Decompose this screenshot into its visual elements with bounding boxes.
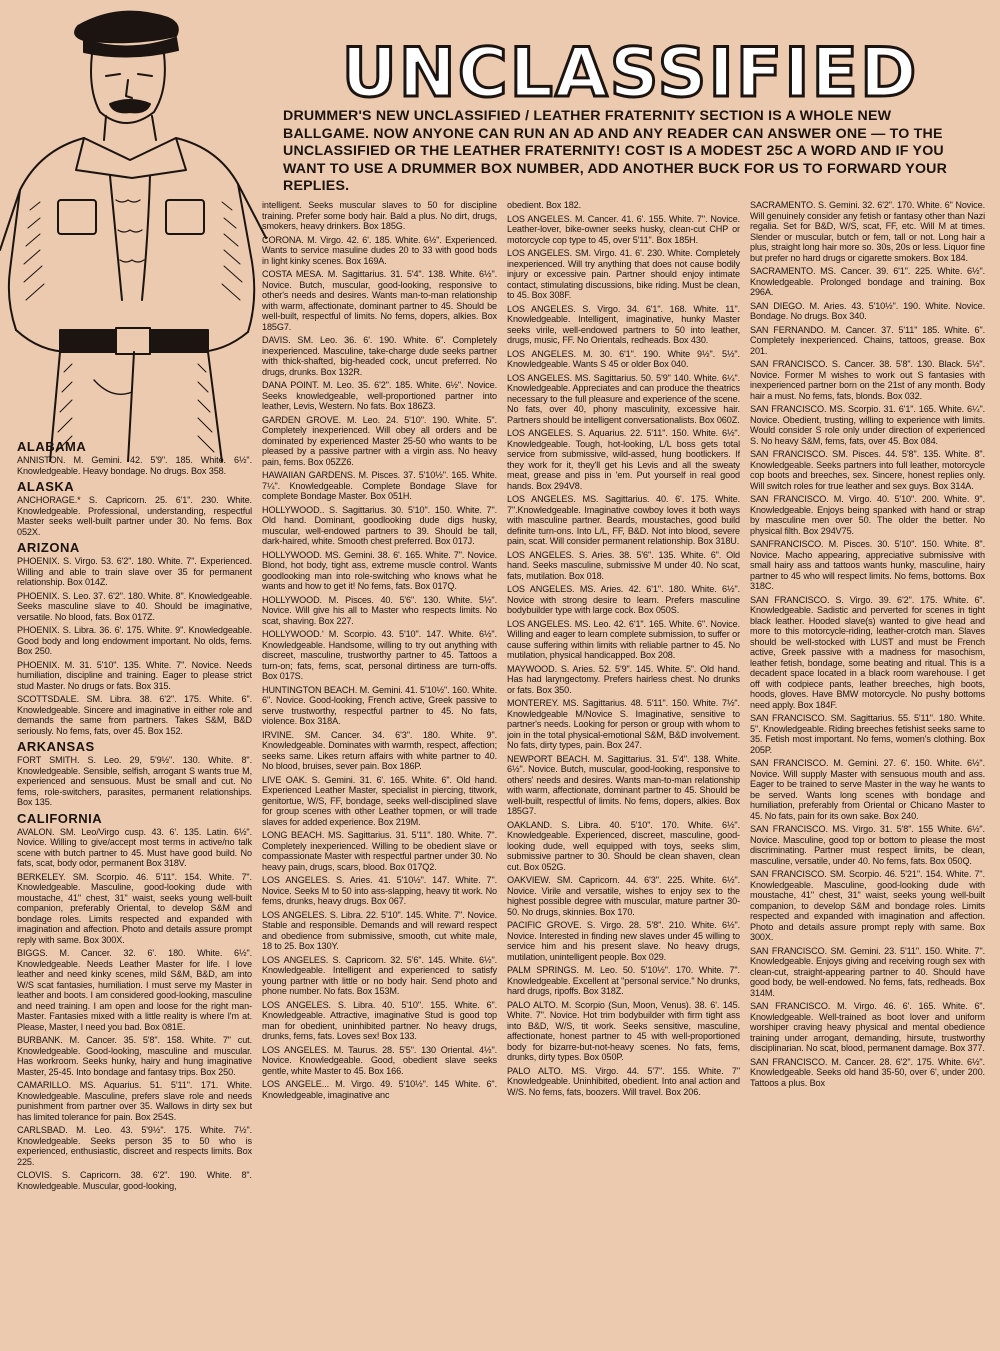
classified-ad: OAKVIEW. SM. Capricorn. 44. 6'3". 225. White. 6½". Novice. Virile and versatile, wishes to enjoy sex to the highest possible degree with muscular, mature partner 30-50. No drugs, skinnies. Box 170. — [507, 875, 740, 917]
classified-ad: LOS ANGELES. MS. Sagittarius. 40. 6'. 175. White. 7".Knowledgeable. Imaginative cowboy loves it both ways with masculine partner. Beards, moustaches, good build definite turn-ons. Into L/L, FF, B&D. Not into blood, severe pain, scat. Will consider permanent relationship. Box 318U. — [507, 494, 740, 546]
classified-ad: SANFRANCISCO. M. Pisces. 30. 5'10". 150. White. 8". Novice. Macho appearing, appreciative submissive with small hairy ass and tattoos wants hunky, masculine, hairy partner to 45 who will respect limits. No fems, bottoms. Box 318C. — [750, 539, 985, 591]
classified-ad: LOS ANGELES. M. Cancer. 41. 6'. 155. White. 7". Novice. Leather-lover, bike-owner seeks husky, clean-cut CHP or motorcycle cop type to 45, over 5'11". Box 185H. — [507, 213, 740, 245]
classified-ad: LOS ANGELES. S. Aries. 38. 5'6". 135. White. 6". Old hand. Seeks masculine, submissive M under 40. No scat, fats, mutilation. Box 018. — [507, 549, 740, 581]
classified-ad: LOS ANGELES. S. Capricorn. 32. 5'6". 145. White. 6½". Knowledgeable. Intelligent and experienced to satisfy young partner with little or no body hair. Send photo and phone number. No fats. Box 153M. — [262, 954, 497, 996]
classified-ad: NEWPORT BEACH. M. Sagittarius. 31. 5'4". 138. White. 6½". Novice. Butch, muscular, good-looking, responsive to others' needs and desires. Wants man-to-man relationship with warm, affectionate, dominant partner to 45. Should be well-built, respectful of limits. No fems, dopers, alkies. Box 185G7. — [507, 753, 740, 816]
classified-ad: LOS ANGELES. MS. Aries. 42. 6'1". 180. White. 6½". Novice with strong desire to learn. Prefers masculine bodybuilder type with large cock. Box 050S. — [507, 584, 740, 615]
classified-ad: LOS ANGELES. S. Libra. 22. 5'10". 145. White. 7". Novice. Stable and responsible. Demands and will reward respect and obedience from submissive, smooth, cut white male, 18 to 25. Box 130Y. — [262, 909, 497, 951]
listings-column-3 — [507, 200, 740, 1346]
classified-ad: BERKELEY. SM. Scorpio. 46. 5'11". 154. White. 7". Knowledgeable. Masculine, good-looking dude with moustache, 41" chest, 31" waist, seeks young well-built companion, preferably Oriental, to develop S&M and bondage roles. Limits respected and expanded with imagination and affection. Photo and details assure prompt reply with same. Box 300X. — [17, 871, 252, 945]
classified-ad: obedient. Box 182. — [507, 200, 582, 210]
classified-ad: HOLLYWOOD. MS. Gemini. 38. 6'. 165. White. 7". Novice. Blond, hot body, tight ass, extreme muscle control. Wants goodlooking man into role-switching who knows what he wants and how to get it! No fems, fats. Box 017Q. — [262, 549, 497, 591]
classified-ad: SAN FRANCISCO. S. Virgo. 39. 6'2". 175. White. 6". Knowledgeable. Sadistic and perverted for scenes in tight black leather. Hooded slave(s) wanted to give head and more to this motorcycle-riding, leather-crotch man. Slaves should be well-stocked with LUST and must be French active, Greek passive with a madness for masochism, leather fetish, bondage, some beating and ritual. This is a decadent space located in a black room warehouse. I get off with codpiece pants, leather breeches, high boots, hoods, gloves. Have BMW motorcycle. No pushy bottoms need apply. Box 184F. — [750, 594, 985, 710]
classified-ad: ANNISTON. M. Gemini. 42. 5'9". 185. White. 6½". Knowledgeable. Heavy bondage. No drugs. Box 358. — [17, 455, 252, 476]
classified-ad: LOS ANGELE... M. Virgo. 49. 5'10½". 145 White. 6". Knowledgeable, imaginative anc — [262, 1079, 497, 1100]
classified-ad: DAVIS. SM. Leo. 36. 6'. 190. White. 6". Completely inexperienced. Masculine, take-charge dude seeks partner with thick-shafted, big-headed cock, uncut preferred. No drugs, drunks. Box 132R. — [262, 335, 497, 377]
state-heading: ARIZONA — [17, 540, 80, 555]
classified-ad: MAYWOOD. S. Aries. 52. 5'9". 145. White. 5". Old hand. Has had laryngectomy. Prefers hairless chest. No drunks or fats. Box 350. — [507, 663, 740, 695]
classified-ad: HOLLYWOOD. M. Pisces. 40. 5'6". 130. White. 5½". Novice. Will give his all to Master who respects limits. No scat, shaving. Box 227. — [262, 594, 497, 626]
state-heading: ALABAMA — [17, 439, 87, 454]
classified-ad: LOS ANGELES. SM. Virgo. 41. 6'. 230. White. Completely inexperienced. Will try anything that does not cause bodily injury or excessive pain. Partner should enjoy intimate contact, stimulating discussions, bike riding. Must be clean, to 45. Box 308F. — [507, 248, 740, 300]
classified-ad: BURBANK. M. Cancer. 35. 5'8". 158. White. 7" cut. Knowledgeable. Good-looking, masculine and muscular. Has workroom. Seeks hunky, hairy and hung imaginative Master, 25-45. Into bondage and fantasy trips. Box 250. — [17, 1035, 252, 1077]
classified-ad: MONTEREY. MS. Sagittarius. 48. 5'11". 150. White. 7½". Knowledgeable M/Novice S. Imaginative, sensitive to partner's needs. Looking for person or group with whom to join in the total physical-emotional S&M, B&D involvement. No fats, dirty types, pain. Box 247. — [507, 698, 740, 750]
classified-ad: CARLSBAD. M. Leo. 43. 5'9½". 175. White. 7½". Knowledgeable. Seeks person 35 to 50 who is experienced, enthusiastic, discreet and respects limits. Box 225. — [17, 1125, 252, 1167]
classified-ad: SAN FRANCISCO. M. Virgo. 46. 6'. 165. White. 6". Knowledgeable. Well-trained as boot lover and uniform worshiper craving heavy physical and mental obedience training under arrogant, demanding, hirsute, trustworthy disciplinarian. No scat, blood, permanent damage. Box 377. — [750, 1001, 985, 1053]
section-title: UNCLASSIFIED — [341, 34, 919, 113]
classified-ad: SACRAMENTO. S. Gemini. 32. 6'2". 170. White. 6" Novice. Will genuinely consider any fetish or fantasy other than Nazi regalia. Set for B&D, W/S, scat, FF, etc. Will M at times. Slender or muscular, butch or fem, tall or not. Long hair a plus, straight long hair more so. 30s, 20s or less. Liquor fine but prefer no hard drugs or cigarette smokers. Box 184. — [750, 200, 985, 263]
classified-ad: SAN FRANCISCO. MS. Scorpio. 31. 6'1". 165. White. 6¼". Novice. Obedient, trusting, willing to experience with limits. Would consider S role only under direction of experienced S. No heavy S&M, fems, fats, over 45. Box 084. — [750, 404, 985, 446]
classified-ad: SAN DIEGO. M. Aries. 43. 5'10½". 190. White. Novice. Bondage. No drugs. Box 340. — [750, 300, 985, 321]
classified-ad: SAN FRANCISCO. S. Cancer. 38. 5'8". 130. Black. 5½". Novice. Former M wishes to work out S fantasies with inexperienced partner born on the 21st of any month. Body hair a must. No fems, fats, blonds. Box 032. — [750, 359, 985, 401]
classified-ad: SAN FRANCISCO. M. Virgo. 40. 5'10". 200. White. 9". Knowledgeable. Enjoys being spanked with hand or strap by masculine men over 50. The older the better. No physical filth. Box 294V75. — [750, 494, 985, 536]
classified-ad: HUNTINGTON BEACH. M. Gemini. 41. 5'10½". 160. White. 6". Novice. Good-looking, French active, Greek passive to serve trustworthy, respectful partner to 45. No fats, violence. Box 318A. — [262, 684, 497, 726]
classified-ad: LOS ANGELES. S. Aries. 41. 5'10½". 147. White. 7". Novice. Seeks M to 50 into ass-slapping, heavy tit work. No fems, drunks, heavy drugs. Box 067. — [262, 875, 497, 906]
classified-ad: SAN FRANCISCO. SM. Gemini. 23. 5'11". 150. White. 7". Knowledgeable. Enjoys giving and receiving rough sex with clean-cut, straight-appearing partner to 40. Should have good body, be well-endowed. No fems, fats, redheads. Box 314M. — [750, 945, 985, 998]
listings-column-2 — [262, 200, 497, 1346]
classified-ad: LOS ANGELES. MS. Leo. 42. 6'1". 165. White. 6". Novice. Willing and eager to learn complete submission, to suffer or cause suffering within limits with reliable partner to 45. No mutilation, physical handicapped. Box 208. — [507, 618, 740, 660]
classified-ad: SAN FRANCISCO. SM. Pisces. 44. 5'8". 135. White. 8". Knowledgeable. Seeks partners into full leather, motorcycle cop boots and breeches, sex. Sincere, honest replies only. Will switch roles for true leather and sex guys. Box 314A. — [750, 449, 985, 491]
classified-ad: DANA POINT. M. Leo. 35. 6'2". 185. White. 6½". Novice. Seeks knowledgeable, well-proportioned partner into leather, Levis, Western. No fats. Box 186Z3. — [262, 380, 497, 411]
listings-column-1 — [17, 436, 252, 1346]
classified-ad: BIGGS. M. Cancer. 32. 6'. 180. White. 6½". Knowledgeable. Needs Leather Master for life. I love leather and need kinky scenes, mild S&M, B&D, am into W/S scat fantasies, humiliation. I must serve my Master in leather and boots. I am considered good-looking, masculine and need training. I am open and loose for the right man-Master. Fantasies mixed with a little reality is where I'm at. Please, Master, I need you bad. Box 081E. — [17, 948, 252, 1032]
classified-ad: SCOTTSDALE. SM. Libra. 38. 6'2". 175. White. 6". Knowledgeable. Sincere and imaginative in either role and demands the same from partners. Takes S&M, B&D seriously. No fems, fats, over 45. Box 152. — [17, 694, 252, 736]
classified-ad: IRVINE. SM. Cancer. 34. 6'3". 180. White. 9". Knowledgeable. Dominates with warmth, respect, affection; seeks same. Likes return affairs with white partner to 40. No blood, bruises, sever pain. Box 186P. — [262, 729, 497, 771]
classified-ad: LOS ANGELES. S. Libra. 40. 5'10". 155. White. 6". Knowledgeable. Attractive, imaginative Stud is good top man for obedient, uninhibited partner. No heavy drugs, drunks, fems, fats. Loves sex! Box 133. — [262, 999, 497, 1041]
classified-ad: PALM SPRINGS. M. Leo. 50. 5'10½". 170. White. 7". Knowledgeable. Excellent at "personal service." No drunks, hard drugs, ripoffs. Box 318Z. — [507, 965, 740, 996]
classified-ad: LOS ANGELES. S. Virgo. 34. 6'1". 168. White. 11". Knowledgeable. Intelligent, imaginative, hunky Master seeks virile, well-endowed partners to 50 into leather, drugs, music, FF. No Orientals, redheads. Box 430. — [507, 303, 740, 345]
classified-ad: GARDEN GROVE. M. Leo. 24. 5'10". 190. White. 5". Completely inexperienced. Will obey all orders and be dominated by experienced Master 25-50 who wants to be pleased by a passive partner with a virgin ass. No heavy pain, fems. Box 05ZZ6. — [262, 414, 497, 467]
classified-ad: CORONA. M. Virgo. 42. 6'. 185. White. 6½". Experienced. Wants to service masuline dudes 20 to 33 with good bods in light kinky scenes. Box 169A. — [262, 234, 497, 266]
classified-ad: HOLLYWOOD.' M. Scorpio. 43. 5'10". 147. White. 6½". Knowledgeable. Handsome, willing to try out anything with discreet, masculine, trustworthy partner to 45. Tattoos a turn-on; fats, fems, scat, personal dirtiness are turn-offs. Box 017S. — [262, 629, 497, 681]
section-intro: DRUMMER'S NEW UNCLASSIFIED / LEATHER FRATERNITY SECTION IS A WHOLE NEW BALLGAME. NOW ANYONE CAN RUN AN AD AND ANY READER CAN ANSWER ONE — TO THE UNCLASSIFIED OR THE LEATHER FRATERNITY! COST IS A MODEST 25C A WORD AND IF YOU WANT TO USE A DRUMMER BOX NUMBER, ADD ANOTHER BUCK FOR US TO FORWARD YOUR REPLIES. — [283, 108, 948, 194]
classified-ad: SAN FRANCISCO. MS. Virgo. 31. 5'8". 155 White. 6½". Novice. Masculine, good top or bottom to please the most discriminating. Partner must respect limits, be clean, masculine, versatile, under 40. No fems, fats. Box 050Q. — [750, 824, 985, 866]
classified-ad: SAN FRANCISCO. M. Cancer. 28. 6'2". 175. White. 6½". Knowledgeable. Seeks old hand 35-50, over 6', under 200. Tattoos a plus. Box — [750, 1056, 985, 1088]
state-heading: ARKANSAS — [17, 739, 95, 754]
classified-ad: SAN FRANCISCO. SM. Sagittarius. 55. 5'11". 180. White. 5". Knowledgeable. Riding breeches fetishist seeks same to 35. Fetish most important. No fems, women's clothing. Box 205P. — [750, 713, 985, 755]
listings-column-4 — [750, 200, 985, 1346]
classified-ad: LONG BEACH. MS. Sagittarius. 31. 5'11". 180. White. 7". Completely inexperienced. Willing to be obedient slave or compassionate Master with respectful partner under 30. No heavy pain, drugs, scars, blood. Box 017Q2. — [262, 830, 497, 872]
classified-ad: PACIFIC GROVE. S. Virgo. 28. 5'8". 210. White. 6½". Novice. Interested in finding new slaves under 45 willing to service him and his present slave. No heavy drugs, mutilation, unintelligent people. Box 029. — [507, 920, 740, 962]
classified-ad: COSTA MESA. M. Sagittarius. 31. 5'4". 138. White. 6½". Novice. Butch, muscular, good-looking, responsive to other's needs and desires. Wants man-to-man relationship with warm, affectionate, dominant partner to 45. Should be well-built, respectful of limits. No fems, dopers, alkies. Box 185G7. — [262, 269, 497, 332]
classified-ad: CAMARILLO. MS. Aquarius. 51. 5'11". 171. White. Knowledgeable. Masculine, prefers slave role and needs punishment from partner over 35. Wallows in dirty sex but has limited tolerance for pain. Box 254S. — [17, 1080, 252, 1122]
classified-ad: PHOENIX. S. Virgo. 53. 6'2". 180. White. 7". Experienced. Willing and able to train slave over 35 for permanent relationship. Box 014Z. — [17, 556, 252, 587]
classified-ad: ANCHORAGE.* S. Capricorn. 25. 6'1". 230. White. Knowledgeable. Professional, understanding, respectful Master seeks well-built partner under 30. No fems. Box 052X. — [17, 495, 252, 537]
classified-ad: SACRAMENTO. MS. Cancer. 39. 6'1". 225. White. 6½". Knowledgeable. Prolonged bondage and training. Box 296A. — [750, 266, 985, 297]
classified-ad: PHOENIX. M. 31. 5'10". 135. White. 7". Novice. Needs humiliation, discipline and training. Eager to please strict stud Master. No drugs or fats. Box 315. — [17, 659, 252, 691]
classified-ad: LOS ANGELES. M. 30. 6'1". 190. White 9½". 5½". Knowledgeable. Wants S 45 or older Box 040. — [507, 348, 740, 369]
classified-ad: PALO ALTO. M. Scorpio (Sun, Moon, Venus). 38. 6'. 145. White. 7". Novice. Hot trim bodybuilder with firm tight ass into B&D, W/S, tit work. Seeks sensitive, masculine, affectionate, honest partner to 45 with well-proportioned body for bizarre-but-not-heavy scenes. No fats, fems, drunks, dirty types. Box 050P. — [507, 999, 740, 1062]
classified-ad: LIVE OAK. S. Gemini. 31. 6'. 165. White. 6". Old hand. Experienced Leather Master, specialist in piercing, titwork, genitortue, W/S, FF, bondage, seeks well-disciplined slave for group scenes with other Leather topmen, or will trade slaves for added experience. Box 219M. — [262, 774, 497, 827]
classified-ad: PHOENIX. S. Leo. 37. 6'2". 180. White. 8". Knowledgeable. Seeks masculine slave to 40. Should be imaginative, versatile. No blood, fats. Box 017Z. — [17, 590, 252, 622]
classified-ad: HAWAIIAN GARDENS. M. Pisces. 37. 5'10½". 165. White. 7¼". Knowledgeable. Complete Bondage Slave for complete Bondage Master. Box 051H. — [262, 470, 497, 501]
classified-ad: AVALON. SM. Leo/Virgo cusp. 43. 6'. 135. Latin. 6½". Novice. Willing to give/accept most terms in active/no talk scene with butch partner to 45. Must have good build. No fats, scat, body odor, permanent Box 318V. — [17, 826, 252, 868]
classified-ad: OAKLAND. S. Libra. 40. 5'10". 170. White. 6½". Knowledgeable. Experienced, discreet, masculine, good-looking dude, well equipped with toys, seeks slim, submissive partner to 30. Should be clean shaven, clean cut. Box 052G. — [507, 819, 740, 872]
classified-ad: LOS ANGELES. M. Taurus. 28. 5'5". 130 Oriental. 4½". Novice. Knowledgeable. Good, obedient slave seeks gentle, white Master to 45. Box 166. — [262, 1044, 497, 1076]
classified-ad: CLOVIS. S. Capricorn. 38. 6'2". 190. White. 8". Knowledgeable. Muscular, good-looking, — [17, 1170, 252, 1191]
classified-ad: PHOENIX. S. Libra. 36. 6'. 175. White. 9". Knowledgeable. Good body and long endowment important. No olds, fems. Box 250. — [17, 625, 252, 656]
classified-ad: FORT SMITH. S. Leo. 29, 5'9½". 130. White. 8". Knowledgeable. Sensible, selfish, arrogant S wants true M, experienced and sensuous. Must be small and cut. No fems, role-switchers, parasites, permanent relationships. Box 135. — [17, 755, 252, 807]
classified-ad: LOS ANGELES. S. Aquarius. 22. 5'11". 150. White. 6½". Knowledgeable. Tough, hot-looking, L/L boss gets total service from submissive, wild-assed, hung bootlickers. If they work for it, they'll get his Levis and all the sweaty meat, grease and piss in 'em. Put yourself in real good hands. Box 294V8. — [507, 428, 740, 491]
classified-ad: SAN FRANCISCO. M. Gemini. 27. 6'. 150. White. 6½". Novice. Will supply Master with sensuous mouth and ass. Eager to be trained to serve Master in the way he wants to be served. Wants long scenes with bondage and humiliation, preferably from Oriental or Chicano Master to 45. No fats, pain for its own sake. Box 240. — [750, 758, 985, 821]
classified-ad: PALO ALTO. MS. Virgo. 44. 5'7". 155. White. 7" Knowledgeable. Uninhibited, obedient. Into anal action and W/S. No fems, fats, boozers. Will travel. Box 206. — [507, 1065, 740, 1097]
classified-ad: SAN FRANCISCO. SM. Scorpio. 46. 5'21". 154. White. 7". Knowledgeable. Masculine, good-looking dude with moustache, 41" chest, 31" waist, seeks young well-built companion, to develop S&M and bondage roles. Limits respected and expanded with imagination and affection. Photo and details assure prompt reply with same. Box 300X. — [750, 869, 985, 942]
classified-ad: SAN FERNANDO. M. Cancer. 37. 5'11" 185. White. 6". Completely inexperienced. Chains, tattoos, grease. Box 201. — [750, 324, 985, 356]
leatherman-illustration — [0, 0, 268, 462]
classified-ad: LOS ANGELES. MS. Sagittarius. 50. 5'9" 140. White. 6¼". Knowledgeable. Appreciates and can produce the theatrics necessary to the full pleasure and experience of the scene. No fats, over 40, phony masculinity, excessive hair. Partners should be intelligent conversationalists. Box 060Z. — [507, 372, 740, 425]
classified-ad: intelligent. Seeks muscular slaves to 50 for discipline training. Prefer some body hair. Bald a plus. No dirt, drugs, smokers, heavy drinkers. Box 185G. — [262, 200, 497, 231]
state-heading: ALASKA — [17, 479, 75, 494]
state-heading: CALIFORNIA — [17, 810, 103, 826]
classified-ad: HOLLYWOOD.. S. Sagittarius. 30. 5'10". 150. White. 7". Old hand. Dominant, goodlooking dude digs husky, muscular, well-endowed partners to 39. Should be tall, dark-haired, white. Smooth chest preferred. Box 017J. — [262, 504, 497, 546]
